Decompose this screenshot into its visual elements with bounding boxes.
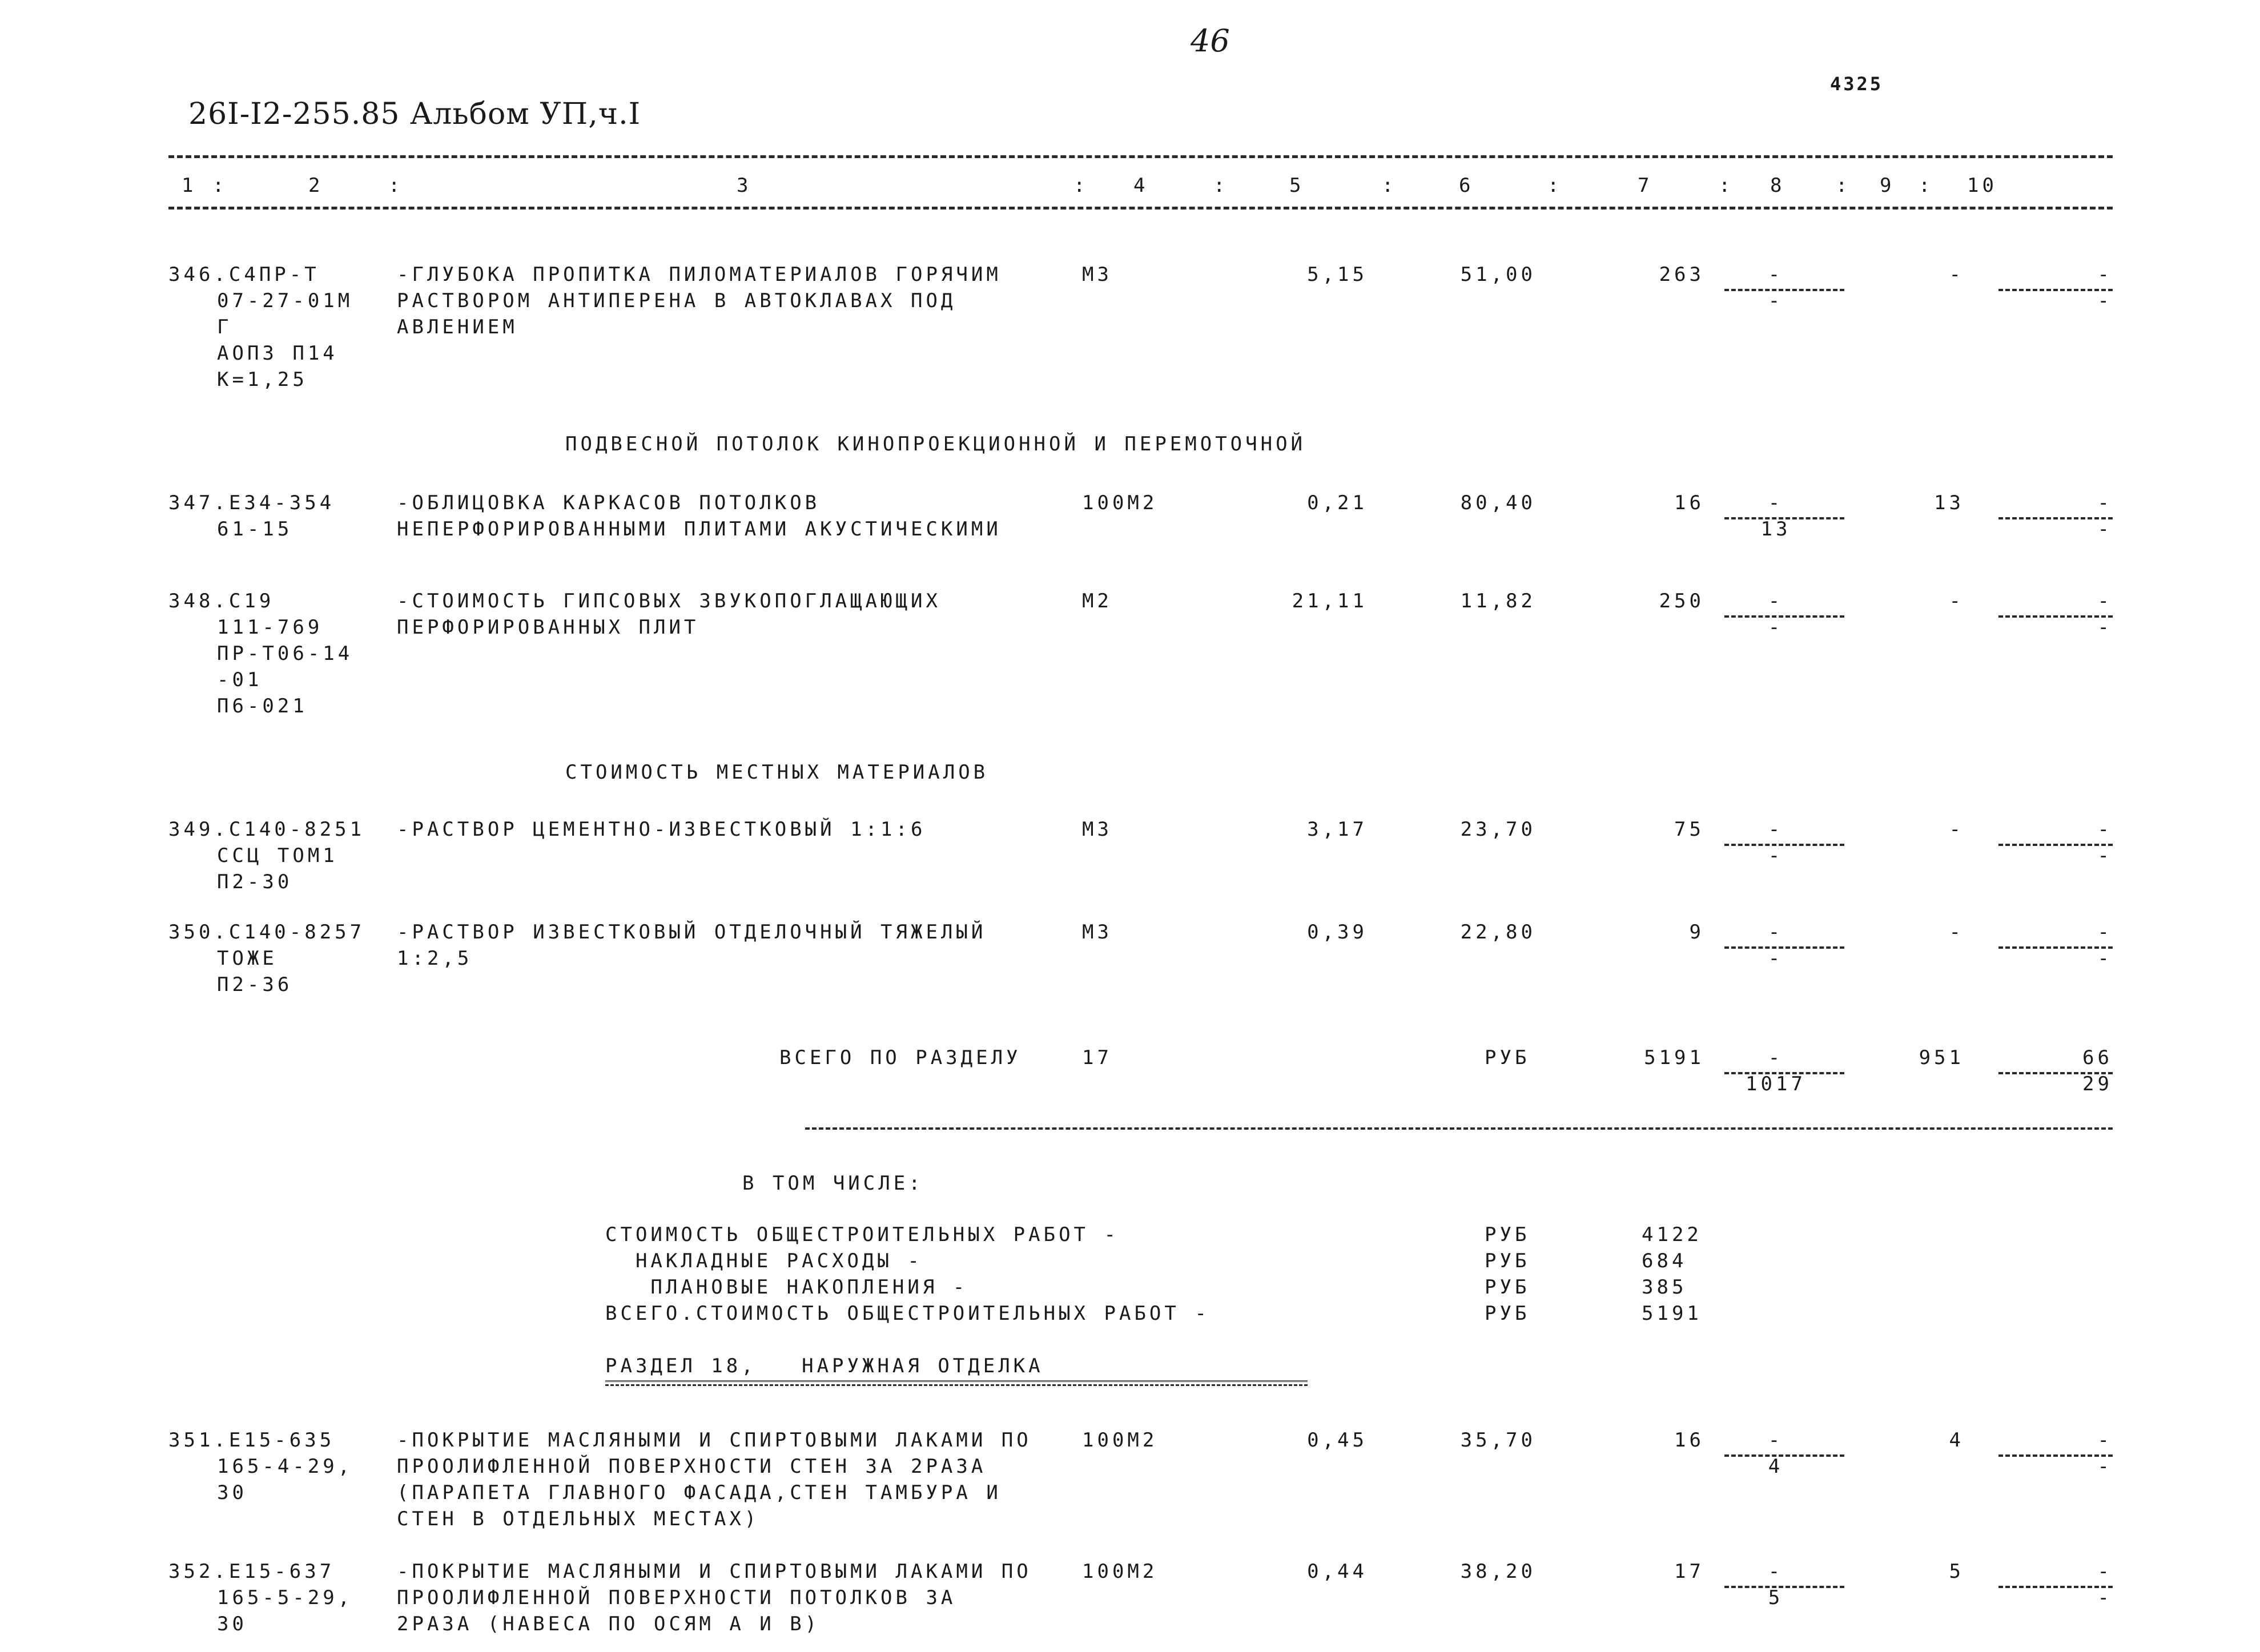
including-value: 684 bbox=[1642, 1250, 1687, 1272]
row2-1-code-line: 30 bbox=[217, 1481, 247, 1504]
row-7-total: 9 bbox=[1689, 921, 1704, 944]
row-3-unit-price: 80,40 bbox=[1460, 491, 1536, 514]
including-unit: РУБ bbox=[1485, 1223, 1530, 1246]
row2-1-item-number: 351.Е15-635 bbox=[168, 1429, 335, 1452]
including-line: ПЛАНОВЫЕ НАКОПЛЕНИЯ - bbox=[605, 1276, 968, 1299]
including-value: 4122 bbox=[1642, 1223, 1702, 1246]
row-7-col8-bottom: - bbox=[1768, 947, 1784, 970]
row2-1-description-line: (ПАРАПЕТА ГЛАВНОГО ФАСАДА,СТЕН ТАМБУРА И bbox=[397, 1481, 1002, 1504]
row-7-col10-top: - bbox=[2097, 921, 2113, 944]
column-number-8: 8 bbox=[1770, 174, 1786, 197]
row2-2-code-line: 30 bbox=[217, 1613, 247, 1635]
row2-2-unit: 100М2 bbox=[1082, 1560, 1158, 1583]
column-number-4: 4 bbox=[1133, 174, 1149, 197]
page-number: 46 bbox=[1191, 23, 1230, 59]
row2-2-col8-bottom: 5 bbox=[1768, 1586, 1784, 1609]
row-4-unit: М2 bbox=[1082, 590, 1112, 613]
column-separator: : bbox=[1719, 174, 1734, 197]
row2-1-col10-top: - bbox=[2097, 1429, 2113, 1452]
row-4-item-number: 348.С19 bbox=[168, 590, 275, 613]
row-3-col9: 13 bbox=[1934, 491, 1964, 514]
row-6-col9: - bbox=[1949, 818, 1964, 841]
section-total-label: ВСЕГО ПО РАЗДЕЛУ bbox=[779, 1046, 1022, 1069]
row-6-code-line: ССЦ ТОМ1 bbox=[217, 844, 338, 867]
row-3-quantity: 0,21 bbox=[1307, 491, 1368, 514]
section-total-col10-top: 66 bbox=[2082, 1046, 2113, 1069]
section-18-underline bbox=[605, 1380, 1308, 1386]
album-title: 26I-I2-255.85 Альбом УП,ч.I bbox=[188, 97, 641, 131]
row-1-item-number: 346.С4ПР-Т bbox=[168, 263, 320, 286]
row-6-total: 75 bbox=[1674, 818, 1704, 841]
section-total-col8-top: - bbox=[1768, 1046, 1784, 1069]
row-3-col10-bottom: - bbox=[2097, 518, 2113, 541]
including-label: В ТОМ ЧИСЛЕ: bbox=[742, 1172, 924, 1195]
row-6-col8-top: - bbox=[1768, 818, 1784, 841]
row-4-quantity: 21,11 bbox=[1292, 590, 1368, 613]
column-separator: : bbox=[1382, 174, 1397, 197]
row-7-item-number: 350.С140-8257 bbox=[168, 921, 365, 944]
row-4-col8-bottom: - bbox=[1768, 616, 1784, 639]
row-1-col8-bottom: - bbox=[1768, 289, 1784, 312]
column-separator: : bbox=[1547, 174, 1563, 197]
row-6-item-number: 349.С140-8251 bbox=[168, 818, 365, 841]
row2-1-description-line: СТЕН В ОТДЕЛЬНЫХ МЕСТАХ) bbox=[397, 1508, 760, 1530]
row-1-description-line: АВЛЕНИЕМ bbox=[397, 316, 518, 339]
row-7-quantity: 0,39 bbox=[1307, 921, 1368, 944]
row2-2-col9: 5 bbox=[1949, 1560, 1964, 1583]
row-1-unit: М3 bbox=[1082, 263, 1112, 286]
row2-1-col8-top: - bbox=[1768, 1429, 1784, 1452]
section-18-title: РАЗДЕЛ 18, НАРУЖНАЯ ОТДЕЛКА bbox=[605, 1355, 1044, 1377]
row2-1-quantity: 0,45 bbox=[1307, 1429, 1368, 1452]
table-header-rule bbox=[168, 207, 2113, 209]
column-separator: : bbox=[212, 174, 228, 197]
column-separator: : bbox=[388, 174, 404, 197]
column-number-2: 2 bbox=[308, 174, 324, 197]
row-1-unit-price: 51,00 bbox=[1460, 263, 1536, 286]
row2-2-quantity: 0,44 bbox=[1307, 1560, 1368, 1583]
row-6-col8-bottom: - bbox=[1768, 844, 1784, 867]
table-top-rule bbox=[168, 155, 2113, 158]
row-4-unit-price: 11,82 bbox=[1460, 590, 1536, 613]
row-1-quantity: 5,15 bbox=[1307, 263, 1368, 286]
including-value: 385 bbox=[1642, 1276, 1687, 1299]
row-3-col10-top: - bbox=[2097, 491, 2113, 514]
row2-2-description-line: -ПОКРЫТИЕ МАСЛЯНЫМИ И СПИРТОВЫМИ ЛАКАМИ ПО bbox=[397, 1560, 1032, 1583]
including-unit: РУБ bbox=[1485, 1276, 1530, 1299]
row2-2-total: 17 bbox=[1674, 1560, 1704, 1583]
column-separator: : bbox=[1919, 174, 1934, 197]
column-separator: : bbox=[1836, 174, 1851, 197]
row-6-code-line: П2-30 bbox=[217, 871, 293, 893]
row-4-code-line: -01 bbox=[217, 668, 263, 691]
row-6-unit-price: 23,70 bbox=[1460, 818, 1536, 841]
row2-1-unit-price: 35,70 bbox=[1460, 1429, 1536, 1452]
row-6-description-line: -РАСТВОР ЦЕМЕНТНО-ИЗВЕСТКОВЫЙ 1:1:6 bbox=[397, 818, 926, 841]
row2-2-col8-top: - bbox=[1768, 1560, 1784, 1583]
row-1-description-line: РАСТВОРОМ АНТИПЕРЕНА В АВТОКЛАВАХ ПОД bbox=[397, 289, 956, 312]
section-total-col9: 951 bbox=[1919, 1046, 1964, 1069]
row2-1-col10-bottom: - bbox=[2097, 1455, 2113, 1478]
row-1-col10-top: - bbox=[2097, 263, 2113, 286]
row2-1-description-line: ПРООЛИФЛЕННОЙ ПОВЕРХНОСТИ СТЕН ЗА 2РАЗА bbox=[397, 1455, 987, 1478]
document-number: 4325 bbox=[1830, 73, 1884, 95]
section-total-col8-bottom: 1017 bbox=[1746, 1073, 1806, 1095]
row-1-col8-top: - bbox=[1768, 263, 1784, 286]
row-7-code-line: ТОЖЕ bbox=[217, 947, 278, 970]
including-value: 5191 bbox=[1642, 1302, 1702, 1325]
row-1-col10-bottom: - bbox=[2097, 289, 2113, 312]
row-7-unit: М3 bbox=[1082, 921, 1112, 944]
row-1-description-line: -ГЛУБОКА ПРОПИТКА ПИЛОМАТЕРИАЛОВ ГОРЯЧИМ bbox=[397, 263, 1002, 286]
row-6-col10-bottom: - bbox=[2097, 844, 2113, 867]
row-3-code-line: 61-15 bbox=[217, 518, 293, 541]
row-1-total: 263 bbox=[1659, 263, 1704, 286]
section-total-value: 5191 bbox=[1644, 1046, 1704, 1069]
row-4-col9: - bbox=[1949, 590, 1964, 613]
section-total-number: 17 bbox=[1082, 1046, 1112, 1069]
row-7-col8-top: - bbox=[1768, 921, 1784, 944]
column-separator: : bbox=[1073, 174, 1089, 197]
including-line: СТОИМОСТЬ ОБЩЕСТРОИТЕЛЬНЫХ РАБОТ - bbox=[605, 1223, 1119, 1246]
row2-2-code-line: 165-5-29, bbox=[217, 1586, 353, 1609]
row-4-code-line: П6-021 bbox=[217, 695, 308, 718]
column-number-1: 1 bbox=[182, 174, 197, 197]
row-7-unit-price: 22,80 bbox=[1460, 921, 1536, 944]
row-6-unit: М3 bbox=[1082, 818, 1112, 841]
row2-1-col9: 4 bbox=[1949, 1429, 1964, 1452]
row-7-col10-bottom: - bbox=[2097, 947, 2113, 970]
column-number-7: 7 bbox=[1638, 174, 1653, 197]
row-1-code-line: 07-27-01М bbox=[217, 289, 353, 312]
row-3-description-line: -ОБЛИЦОВКА КАРКАСОВ ПОТОЛКОВ bbox=[397, 491, 821, 514]
row-3-item-number: 347.Е34-354 bbox=[168, 491, 335, 514]
row2-1-col8-bottom: 4 bbox=[1768, 1455, 1784, 1478]
including-line: ВСЕГО.СТОИМОСТЬ ОБЩЕСТРОИТЕЛЬНЫХ РАБОТ - bbox=[605, 1302, 1210, 1325]
row-3-total: 16 bbox=[1674, 491, 1704, 514]
row2-1-unit: 100М2 bbox=[1082, 1429, 1158, 1452]
section-total-col10-bottom: 29 bbox=[2082, 1073, 2113, 1095]
row2-1-total: 16 bbox=[1674, 1429, 1704, 1452]
section-subtitle: ПОДВЕСНОЙ ПОТОЛОК КИНОПРОЕКЦИОННОЙ И ПЕРЕМОТОЧНОЙ bbox=[565, 433, 1306, 456]
row-4-col10-top: - bbox=[2097, 590, 2113, 613]
row-3-col8-top: - bbox=[1768, 491, 1784, 514]
including-unit: РУБ bbox=[1485, 1250, 1530, 1272]
row2-2-col10-top: - bbox=[2097, 1560, 2113, 1583]
row2-2-col10-bottom: - bbox=[2097, 1586, 2113, 1609]
row-1-col9: - bbox=[1949, 263, 1964, 286]
row-1-code-line: Г bbox=[217, 316, 232, 339]
row-4-col8-top: - bbox=[1768, 590, 1784, 613]
column-number-6: 6 bbox=[1459, 174, 1474, 197]
row-4-description-line: -СТОИМОСТЬ ГИПСОВЫХ ЗВУКОПОГЛАЩАЮЩИХ bbox=[397, 590, 941, 613]
column-number-9: 9 bbox=[1880, 174, 1895, 197]
row2-2-description-line: ПРООЛИФЛЕННОЙ ПОВЕРХНОСТИ ПОТОЛКОВ ЗА bbox=[397, 1586, 956, 1609]
row2-1-description-line: -ПОКРЫТИЕ МАСЛЯНЫМИ И СПИРТОВЫМИ ЛАКАМИ ПО bbox=[397, 1429, 1032, 1452]
column-number-10: 10 bbox=[1967, 174, 1997, 197]
row-3-col8-bottom: 13 bbox=[1760, 518, 1791, 541]
row-4-code-line: 111-769 bbox=[217, 616, 323, 639]
row-3-unit: 100М2 bbox=[1082, 491, 1158, 514]
row-1-code-line: АОПЗ П14 bbox=[217, 342, 338, 365]
row-6-col10-top: - bbox=[2097, 818, 2113, 841]
row-4-col10-bottom: - bbox=[2097, 616, 2113, 639]
row-6-quantity: 3,17 bbox=[1307, 818, 1368, 841]
section-total-rule bbox=[805, 1127, 2113, 1130]
row-4-total: 250 bbox=[1659, 590, 1704, 613]
row-7-col9: - bbox=[1949, 921, 1964, 944]
section-subtitle: СТОИМОСТЬ МЕСТНЫХ МАТЕРИАЛОВ bbox=[565, 761, 989, 784]
column-number-3: 3 bbox=[737, 174, 752, 197]
row-4-description-line: ПЕРФОРИРОВАННЫХ ПЛИТ bbox=[397, 616, 699, 639]
row-3-description-line: НЕПЕРФОРИРОВАННЫМИ ПЛИТАМИ АКУСТИЧЕСКИМИ bbox=[397, 518, 1002, 541]
row-7-description-line: -РАСТВОР ИЗВЕСТКОВЫЙ ОТДЕЛОЧНЫЙ ТЯЖЕЛЫЙ bbox=[397, 921, 987, 944]
row2-2-item-number: 352.Е15-637 bbox=[168, 1560, 335, 1583]
column-number-5: 5 bbox=[1289, 174, 1305, 197]
including-unit: РУБ bbox=[1485, 1302, 1530, 1325]
column-separator: : bbox=[1213, 174, 1229, 197]
row-7-description-line: 1:2,5 bbox=[397, 947, 473, 970]
row2-1-code-line: 165-4-29, bbox=[217, 1455, 353, 1478]
row-1-code-line: К=1,25 bbox=[217, 368, 308, 391]
row2-2-description-line: 2РАЗА (НАВЕСА ПО ОСЯМ А И В) bbox=[397, 1613, 821, 1635]
row2-2-unit-price: 38,20 bbox=[1460, 1560, 1536, 1583]
row-4-code-line: ПР-Т06-14 bbox=[217, 642, 353, 665]
row-7-code-line: П2-36 bbox=[217, 973, 293, 996]
section-total-unit: РУБ bbox=[1485, 1046, 1530, 1069]
including-line: НАКЛАДНЫЕ РАСХОДЫ - bbox=[605, 1250, 923, 1272]
